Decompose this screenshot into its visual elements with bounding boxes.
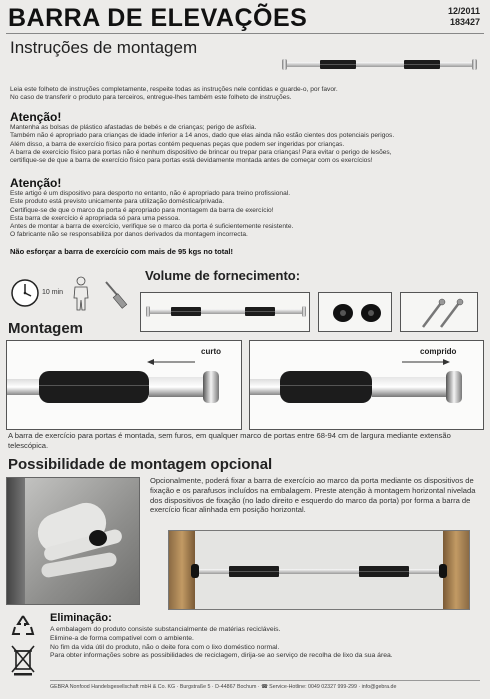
attention-line: O fabricante não se responsabiliza por danos derivados da montagem incorrecta. (10, 231, 248, 239)
clock-icon (10, 278, 40, 308)
person-icon (70, 276, 92, 312)
attention-line: Este produto está previsto unicamente para utilização doméstica/privada. (10, 198, 225, 206)
attention-line: Este artigo é um dispositivo para desporto no entanto, não é apropriado para treino profissional. (10, 190, 291, 197)
attention-line: Além disso, a barra de exercício físico para portas contém pequenas peças que podem ser ingeridas por crianças. (10, 140, 345, 148)
attention-line: Esta barra de exercício é apropriada só para uma pessoa. (10, 214, 181, 222)
arrow-right-icon (400, 357, 450, 367)
arrow-left-icon (147, 357, 197, 367)
montagem-text: A barra de exercício para portas é montada, sem furos, em qualquer marco de portas entre 68-94 cm de largura mediante extensão telescópica. (8, 431, 451, 450)
recycling-icon (10, 613, 36, 639)
assembly-time: 10 min (42, 289, 64, 296)
attention-text-2 (10, 190, 484, 240)
door-frame-illustration (168, 530, 470, 610)
optional-text: Opcionalmente, poderá fixar a barra de exercício ao marco da porta mediante os dispositivos de fixação e os parafusos incluídos na embalagem. Preste atenção à montagem horizontal nivelada dos dispositivos de fixação (no lado direito e esquerdo do marco da porta) por forma a barra de exercício ficar alinhada em posição horizontal. (150, 476, 476, 515)
supply-heading: Volume de fornecimento: (145, 268, 301, 283)
short-position-panel (6, 340, 242, 430)
attention-line: certifique-se de que a barra de exercício físico para portas está devidamente montada antes de começar com os exercícios! (10, 157, 373, 165)
disposal-line: A embalagem do produto consiste substancialmente de matérias recicláveis. (50, 626, 281, 633)
article-number: 183427 (449, 17, 480, 27)
intro-line: Leia este folheto de instruções completamente, respeite todas as instruções nele contidas e guarde-o, por favor. (10, 86, 338, 93)
attention-line: Antes de montar a barra de exercício, verifique se o marco da porta é suficientemente resistente. (10, 223, 294, 231)
montagem-heading: Montagem (8, 320, 83, 337)
header-divider (6, 33, 484, 34)
attention-heading-1: Atenção! (10, 110, 62, 124)
optional-heading: Possibilidade de montagem opcional (8, 456, 273, 473)
attention-line: A barra de exercício físico para portas não é nenhum dispositivo de brincar ou trepar para crianças! Para evitar o perigo de lesões, (10, 148, 392, 156)
intro-line: No caso de transferir o produto para terceiros, entregue-lhes também este folheto de instruções. (10, 94, 292, 102)
long-label: comprido (420, 347, 457, 356)
disposal-line: Para obter informações sobre as possibilidades de reciclagem, dirija-se ao serviço de recolha de lixo da sua área. (50, 652, 393, 660)
weight-warning: Não esforçar a barra de exercício com mais de 95 kgs no total! (10, 247, 234, 256)
document-date: 12/2011 (447, 6, 480, 16)
document-title: BARRA DE ELEVAÇÕES (8, 4, 308, 32)
attention-line: Certifique-se de que o marco da porta é apropriado para montagem da barra de exercício! (10, 206, 274, 214)
footer-text: GEBRA Nonfood Handelsgesellschaft mbH & Co. KG · Burgstraße 5 · D-44867 Bochum · ☎ Service-Hotline: 0049 02327 999-299 · info@gebra.de (50, 684, 397, 690)
attention-line: Também não é apropriado para crianças de idade inferior a 14 anos, dado que elas ainda não estão cientes dos potenciais perigos. (10, 132, 395, 140)
screw-icon (401, 293, 479, 333)
crossed-bin-icon (10, 644, 36, 676)
document-subtitle: Instruções de montagem (10, 38, 198, 57)
intro-text (10, 86, 480, 103)
bracket-icon (319, 293, 393, 333)
long-position-panel (249, 340, 484, 430)
supply-brackets-box (318, 292, 392, 332)
short-label: curto (201, 347, 221, 356)
supply-screws-box (400, 292, 478, 332)
disposal-text (50, 626, 482, 661)
disposal-heading: Eliminação: (50, 612, 112, 624)
attention-line: Mantenha as bolsas de plástico afastadas de bebés e de crianças; perigo de asfixia. (10, 124, 257, 131)
screwdriver-icon (102, 278, 132, 310)
mounting-photo (6, 477, 140, 605)
attention-heading-2: Atenção! (10, 176, 62, 190)
attention-text-1 (10, 124, 484, 165)
supply-bar-box (140, 292, 310, 332)
document-code (448, 6, 480, 28)
header-bar-illustration (282, 58, 477, 72)
footer-divider (50, 680, 480, 681)
disposal-line: Elimine-a de forma compatível com o ambiente. (50, 634, 194, 642)
disposal-line: No fim da vida útil do produto, não o deite fora com o lixo doméstico normal. (50, 643, 280, 651)
